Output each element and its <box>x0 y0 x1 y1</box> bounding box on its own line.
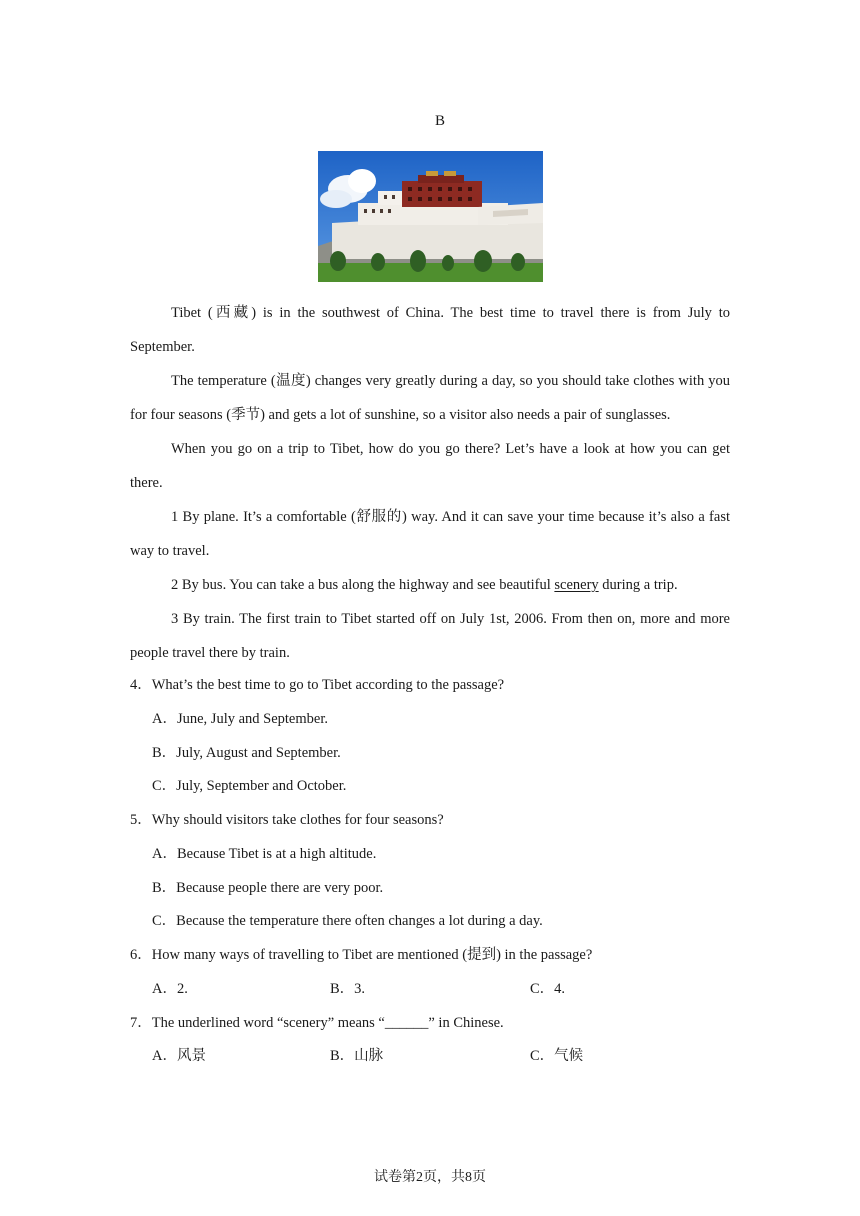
question-4-option-a[interactable]: A．June, July and September. <box>152 711 328 727</box>
question-4-option-c[interactable]: C．July, September and October. <box>152 778 347 794</box>
question-4-stem: 4．What’s the best time to go to Tibet according to the passage? <box>130 677 505 693</box>
question-5-option-c[interactable]: C．Because the temperature there often changes a lot during a day. <box>152 913 543 929</box>
question-6-stem: 6．How many ways of travelling to Tibet are mentioned (提到) in the passage? <box>130 947 593 963</box>
passage-paragraph-5-start: 2 By bus. You can take a bus along the highway and see beautiful <box>171 577 555 593</box>
question-7-option-c[interactable]: C．气候 <box>530 1048 584 1064</box>
question-6-option-c[interactable]: C．4. <box>530 981 566 997</box>
page-footer: 试卷第2页，共8页 <box>374 1170 486 1185</box>
passage-paragraph-2: The temperature (温度) changes very greatly during a day, so you should take clothes with you for four seasons (季节) and gets a lot of sunshine, so a visitor also needs a pair of sunglasses. <box>130 373 730 423</box>
question-4-option-b[interactable]: B．July, August and September. <box>152 745 341 761</box>
underlined-word-scenery: scenery <box>554 577 599 593</box>
reading-passage <box>130 296 730 670</box>
question-6-option-b[interactable]: B．3. <box>330 981 366 997</box>
passage-paragraph-5-end: during a trip. <box>598 577 678 593</box>
potala-palace-photo <box>318 151 543 282</box>
passage-paragraph-6: 3 By train. The first train to Tibet started off on July 1st, 2006. From then on, more and more people travel there by train. <box>130 611 730 661</box>
question-5-option-a[interactable]: A．Because Tibet is at a high altitude. <box>152 846 377 862</box>
question-6-option-a[interactable]: A．2. <box>152 981 188 997</box>
passage-paragraph-3: When you go on a trip to Tibet, how do you go there? Let’s have a look at how you can get there. <box>130 441 730 491</box>
passage-paragraph-5 <box>130 568 730 602</box>
question-7-option-b[interactable]: B．山脉 <box>330 1048 384 1064</box>
section-letter: B <box>434 113 445 129</box>
passage-paragraph-4: 1 By plane. It’s a comfortable (舒服的) way. And it can save your time because it’s also a fast way to travel. <box>130 509 730 559</box>
passage-paragraph-1: Tibet (西藏) is in the southwest of China. The best time to travel there is from July to September. <box>130 305 730 355</box>
question-7-stem: 7．The underlined word “scenery” means “______” in Chinese. <box>130 1015 504 1031</box>
question-5-stem: 5．Why should visitors take clothes for four seasons? <box>130 812 444 828</box>
palace-illustration <box>318 151 543 282</box>
question-7-option-a[interactable]: A．风景 <box>152 1048 206 1064</box>
question-5-option-b[interactable]: B．Because people there are very poor. <box>152 880 384 896</box>
